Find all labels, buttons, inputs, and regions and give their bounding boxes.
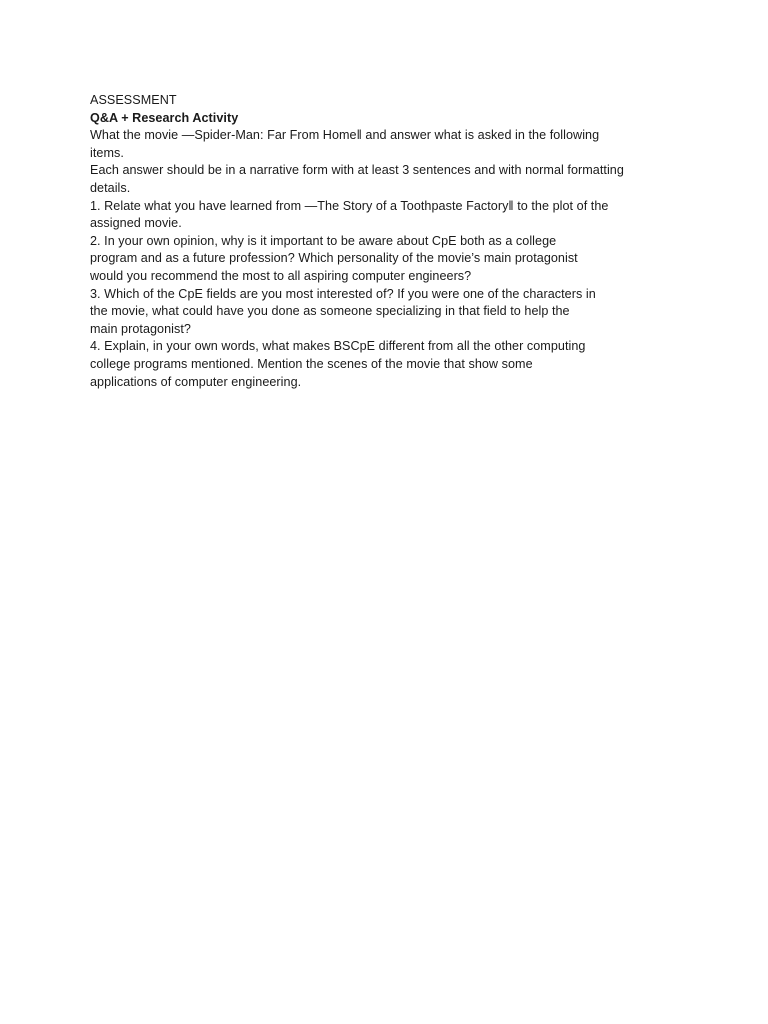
question-2-line: would you recommend the most to all aspiring computer engineers?	[90, 268, 472, 283]
question-3-line: 3. Which of the CpE fields are you most interested of? If you were one of the characters in	[90, 286, 596, 301]
instruction-line: What the movie —Spider-Man: Far From Home‖ and answer what is asked in the following	[90, 128, 600, 143]
question-1-line: 1. Relate what you have learned from —The Story of a Toothpaste Factory‖ to the plot of the	[90, 198, 609, 213]
document-body	[90, 92, 690, 391]
question-2-line: 2. In your own opinion, why is it important to be aware about CpE both as a college	[90, 233, 557, 248]
question-4-line: 4. Explain, in your own words, what makes BSCpE different from all the other computing	[90, 339, 586, 354]
activity-title: Q&A + Research Activity	[90, 110, 239, 125]
question-4-line: applications of computer engineering.	[90, 374, 302, 389]
question-1-line: assigned movie.	[90, 216, 182, 231]
question-2-line: program and as a future profession? Which personality of the movie’s main protagonist	[90, 251, 578, 266]
question-4-line: college programs mentioned. Mention the scenes of the movie that show some	[90, 356, 533, 371]
instruction-line: items.	[90, 145, 124, 160]
question-3-line: main protagonist?	[90, 321, 191, 336]
assessment-heading: ASSESSMENT	[90, 93, 177, 107]
question-3-line: the movie, what could have you done as someone specializing in that field to help the	[90, 304, 570, 319]
instruction-line: details.	[90, 180, 131, 195]
instruction-line: Each answer should be in a narrative form with at least 3 sentences and with normal formatting	[90, 163, 624, 178]
